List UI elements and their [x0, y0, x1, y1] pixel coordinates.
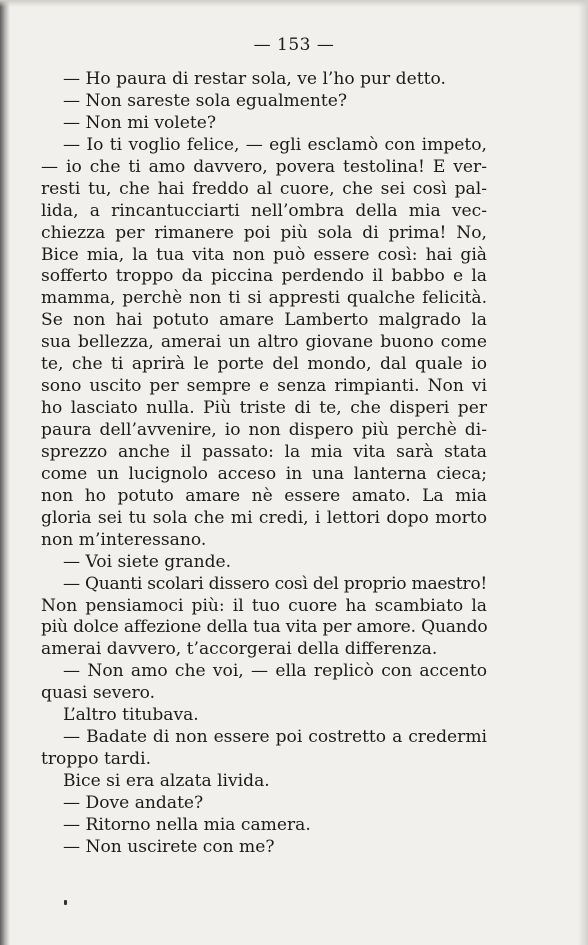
- text-line: quasi severo.: [41, 683, 156, 704]
- text-line: non ho potuto amare nè essere amato. La mia: [41, 485, 487, 506]
- text-line: — Quanti scolari dissero così del proprio maestro!: [63, 573, 487, 594]
- text-line: sprezzo anche il passato: la mia vita sarà stata: [41, 441, 487, 462]
- text-line: non m’interessano.: [41, 529, 207, 550]
- text-line: Se non hai potuto amare Lamberto malgrado la: [41, 310, 487, 331]
- text-line: Non pensiamoci più: il tuo cuore ha scambiato la: [41, 595, 487, 616]
- text-line: ho lasciato nulla. Più triste di te, che disperi per: [41, 398, 487, 419]
- text-line: paura dell’avvenire, io non dispero più perchè di-: [41, 420, 487, 440]
- text-line: come un lucignolo acceso in una lanterna cieca;: [41, 463, 487, 484]
- right-edge-shadow: [578, 0, 588, 945]
- text-line: te, che ti aprirà le porte del mondo, dal quale io: [41, 354, 487, 375]
- text-line: chiezza per rimanere poi più sola di prima! No,: [41, 222, 487, 243]
- text-line: resti tu, che hai freddo al cuore, che sei così pal-: [41, 178, 487, 199]
- text-line: — Non amo che voi, — ella replicò con accento: [63, 661, 487, 682]
- text-line: mamma, perchè non ti si appresti qualche felicità.: [41, 288, 487, 309]
- text-line: sua bellezza, amerai un altro giovane buono come: [41, 332, 487, 353]
- page-body-text: [41, 69, 487, 859]
- text-line: amerai davvero, t’accorgerai della differenza.: [41, 639, 438, 660]
- binding-shadow: [0, 0, 10, 945]
- top-edge-shadow: [0, 0, 588, 7]
- text-line: troppo tardi.: [41, 749, 152, 770]
- text-line: — Dove andate?: [63, 792, 204, 813]
- text-line: più dolce affezione della tua vita per amore. Quando: [41, 617, 488, 638]
- text-line: — Ritorno nella mia camera.: [63, 814, 311, 835]
- text-line: — Non sareste sola egualmente?: [63, 90, 348, 111]
- text-line: — Io ti voglio felice, — egli esclamò con impeto,: [63, 134, 487, 155]
- text-line: L’altro titubava.: [63, 705, 199, 726]
- text-line: sono uscito per sempre e senza rimpianti. Non vi: [41, 376, 487, 397]
- text-line: — io che ti amo davvero, povera testolina! E ver-: [41, 156, 487, 177]
- text-line: Bice mia, la tua vita non può essere così: hai già: [41, 244, 487, 265]
- ink-speck: [64, 900, 67, 905]
- text-line: — Non mi volete?: [63, 112, 217, 133]
- text-line: — Ho paura di restar sola, ve l’ho pur detto.: [63, 69, 446, 89]
- text-line: — Badate di non essere poi costretto a credermi: [63, 727, 487, 748]
- text-line: — Voi siete grande.: [63, 551, 232, 572]
- text-line: lida, a rincantucciarti nell’ombra della mia vec-: [41, 200, 487, 221]
- text-line: gloria sei tu sola che mi credi, i lettori dopo morto: [41, 507, 487, 528]
- text-line: sofferto troppo da piccina perdendo il babbo e la: [41, 266, 487, 287]
- text-line: Bice si era alzata livida.: [63, 771, 270, 791]
- text-line: — Non uscirete con me?: [63, 836, 275, 857]
- page-number-header: — 153 —: [253, 35, 335, 55]
